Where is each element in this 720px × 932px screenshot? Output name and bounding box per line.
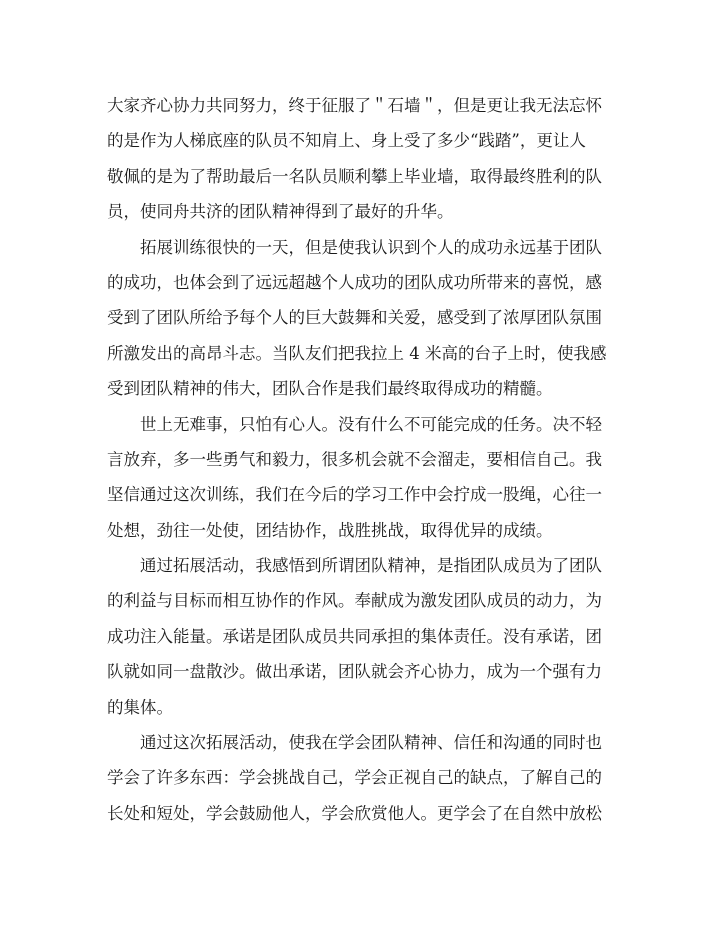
text-line: 学会了许多东西：学会挑战自己，学会正视自己的缺点，了解自己的 [107, 768, 602, 788]
text-line: 坚信通过这次训练，我们在今后的学习工作中会拧成一股绳，心往一 [107, 485, 602, 505]
text-line: 成功注入能量。承诺是团队成员共同承担的集体责任。没有承诺，团 [107, 626, 602, 646]
text-line: 通过拓展活动，我感悟到所谓团队精神，是指团队成员为了团队 [107, 556, 602, 576]
text-line: 队就如同一盘散沙。做出承诺，团队就会齐心协力，成为一个强有力 [107, 662, 602, 682]
text-line: 处想，劲往一处使，团结协作，战胜挑战，取得优异的成绩。 [107, 520, 553, 540]
paragraph-2 [107, 230, 613, 407]
text-line: 受到团队精神的伟大，团队合作是我们最终取得成功的精髓。 [107, 379, 553, 399]
text-line: 大家齐心协力共同努力，终于征服了＂石墙＂，但是更让我无法忘怀 [107, 96, 602, 115]
text-line: 拓展训练很快的一天，但是使我认识到个人的成功永远基于团队 [107, 237, 602, 257]
text-line: 通过这次拓展活动，使我在学会团队精神、信任和沟通的同时也 [107, 733, 602, 753]
text-line: 言放弃，多一些勇气和毅力，很多机会就不会溜走，要相信自己。我 [107, 449, 602, 469]
text-line: 受到了团队所给予每个人的巨大鼓舞和关爱，感受到了浓厚团队氛围 [107, 308, 602, 328]
document-body [107, 88, 613, 831]
text-line: 的集体。 [107, 697, 173, 717]
text-line: 所激发出的高昂斗志。当队友们把我拉上 4 米高的台子上时，使我感 [107, 343, 607, 363]
paragraph-1 [107, 88, 613, 230]
text-line: 员，使同舟共济的团队精神得到了最好的升华。 [107, 202, 454, 222]
paragraph-4 [107, 548, 613, 725]
text-line: 长处和短处，学会鼓励他人，学会欣赏他人。更学会了在自然中放松 [107, 803, 602, 823]
text-line: 的利益与目标而相互协作的作风。奉献成为激发团队成员的动力，为 [107, 591, 602, 611]
text-line: 敬佩的是为了帮助最后一名队员顺利攀上毕业墙，取得最终胜利的队 [107, 166, 602, 186]
paragraph-3 [107, 407, 613, 549]
paragraph-5 [107, 725, 613, 831]
text-line: 的成功，也体会到了远远超越个人成功的团队成功所带来的喜悦，感 [107, 272, 602, 292]
text-line: 的是作为人梯底座的队员不知肩上、身上受了多少“践踏”，更让人 [107, 131, 586, 151]
text-line: 世上无难事，只怕有心人。没有什么不可能完成的任务。决不轻 [107, 414, 602, 434]
